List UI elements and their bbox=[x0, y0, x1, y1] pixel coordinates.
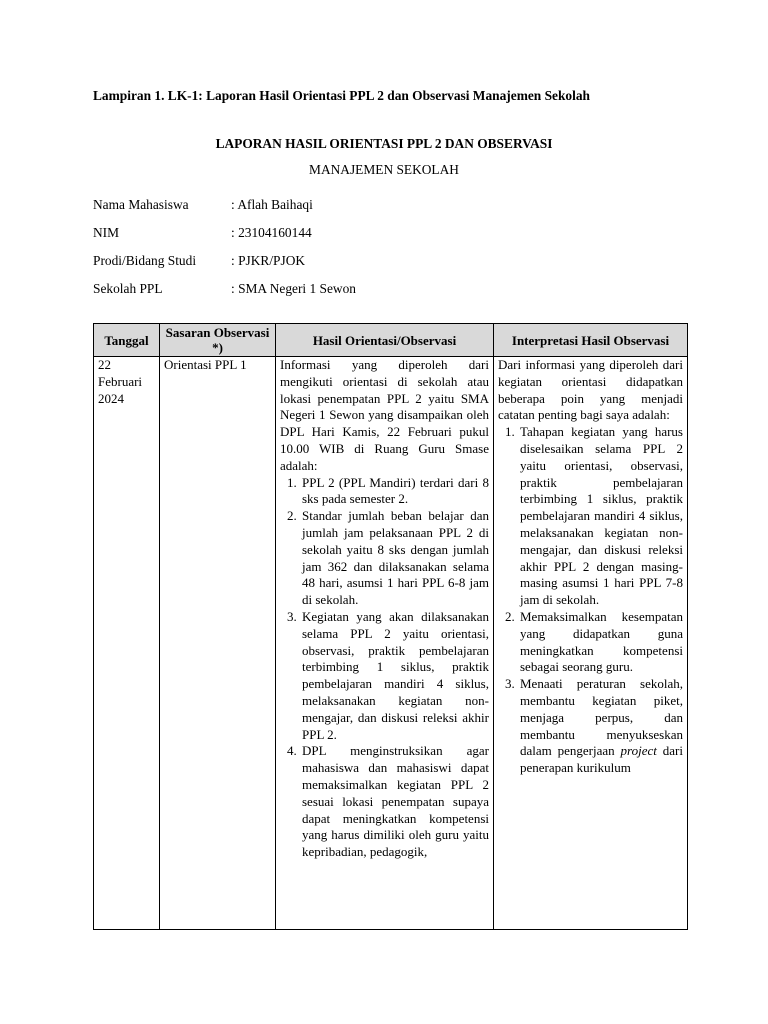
interp-item3-tail: dari penerapan kurikulum bbox=[520, 743, 683, 776]
interp-item3-text: Menaati peraturan sekolah, membantu kegiatan piket, menjaga perpus, dan membantu menyukseskan dalam pengerjaan bbox=[520, 676, 683, 759]
header-result: Hasil Orientasi/Observasi bbox=[276, 324, 494, 357]
observation-table bbox=[93, 323, 688, 930]
list-item bbox=[518, 676, 683, 777]
cell-target bbox=[160, 357, 276, 930]
cell-result bbox=[276, 357, 494, 930]
identity-value: : 23104160144 bbox=[231, 225, 312, 240]
cell-date bbox=[94, 357, 160, 930]
identity-row-prodi bbox=[93, 253, 305, 270]
identity-row-school bbox=[93, 281, 356, 298]
interp-item3-italic: project bbox=[620, 743, 657, 759]
table-row bbox=[94, 357, 688, 930]
identity-label: Sekolah PPL bbox=[93, 281, 163, 296]
date-text: 22 Februari 2024 bbox=[98, 357, 143, 406]
result-intro: Informasi yang diperoleh dari mengikuti orientasi di sekolah atau lokasi penempatan PPL 2 yaitu SMA Negeri 1 Sewon yang disampaikan oleh DPL Hari Kamis, 22 Februari pukul 10.00 WIB di Ruang Guru Smase adalah: bbox=[280, 357, 489, 473]
target-text: Orientasi PPL 1 bbox=[164, 357, 247, 372]
header-target: Sasaran Observasi *) bbox=[160, 324, 276, 357]
list-item: 3. Kegiatan yang akan dilaksanakan selama PPL 2 yaitu orientasi, observasi, praktik pembelajaran terbimbing 1 siklus, praktik pembelajaran mandiri 4 siklus, melaksanakan kegiatan non-mengajar, dan diskusi releksi akhir PPL 2. bbox=[300, 609, 489, 743]
report-subtitle: MANAJEMEN SEKOLAH bbox=[309, 162, 459, 177]
cell-interpretation bbox=[494, 357, 688, 930]
list-item: 2. Standar jumlah beban belajar dan jumlah jam pelaksanaan PPL 2 di sekolah yaitu 8 sks dengan jumlah jam 362 dan dilaksanakan selama 48 hari, asumsi 1 hari PPL 6-8 jam di sekolah. bbox=[300, 508, 489, 609]
list-item: 1. PPL 2 (PPL Mandiri) terdari dari 8 sks pada semester 2. bbox=[300, 475, 489, 509]
result-list bbox=[280, 475, 489, 861]
identity-label: NIM bbox=[93, 225, 120, 240]
identity-row-name bbox=[93, 197, 313, 214]
identity-row-nim bbox=[93, 225, 312, 242]
table-header-row bbox=[94, 324, 688, 357]
attachment-title: Lampiran 1. LK-1: Laporan Hasil Orientasi PPL 2 dan Observasi Manajemen Sekolah bbox=[93, 88, 590, 103]
identity-value: : Aflah Baihaqi bbox=[231, 197, 313, 212]
interp-list bbox=[498, 424, 683, 777]
header-interpretation: Interpretasi Hasil Observasi bbox=[494, 324, 688, 357]
identity-value: : PJKR/PJOK bbox=[231, 253, 306, 268]
identity-value: : SMA Negeri 1 Sewon bbox=[231, 281, 356, 296]
list-item: 4. DPL menginstruksikan agar mahasiswa dan mahasiswi dapat memaksimalkan kegiatan PPL 2 sesuai lokasi penempatan supaya dapat meningkatkan kompetensi yang harus dimiliki oleh guru yaitu kepribadian, pedagogik, bbox=[300, 743, 489, 861]
interp-intro: Dari informasi yang diperoleh dari kegiatan orientasi didapatkan beberapa poin yang menjadi catatan penting bagi saya adalah: bbox=[498, 357, 683, 423]
identity-label: Prodi/Bidang Studi bbox=[93, 253, 197, 268]
list-item: 1. Tahapan kegiatan yang harus diselesaikan selama PPL 2 yaitu orientasi, observasi, praktik pembelajaran terbimbing 1 siklus, praktik pembelajaran mandiri 4 siklus, melaksanakan kegiatan non-mengajar, dan diskusi releksi akhir PPL 2 dengan masing-masing asumsi 1 hari PPL 7-8 jam di sekolah. bbox=[518, 424, 683, 609]
list-item: 2. Memaksimalkan kesempatan yang didapatkan guna meningkatkan kompetensi sebagai seorang guru. bbox=[518, 609, 683, 676]
header-date: Tanggal bbox=[94, 324, 160, 357]
report-title: LAPORAN HASIL ORIENTASI PPL 2 DAN OBSERVASI bbox=[215, 136, 553, 151]
identity-label: Nama Mahasiswa bbox=[93, 197, 189, 212]
